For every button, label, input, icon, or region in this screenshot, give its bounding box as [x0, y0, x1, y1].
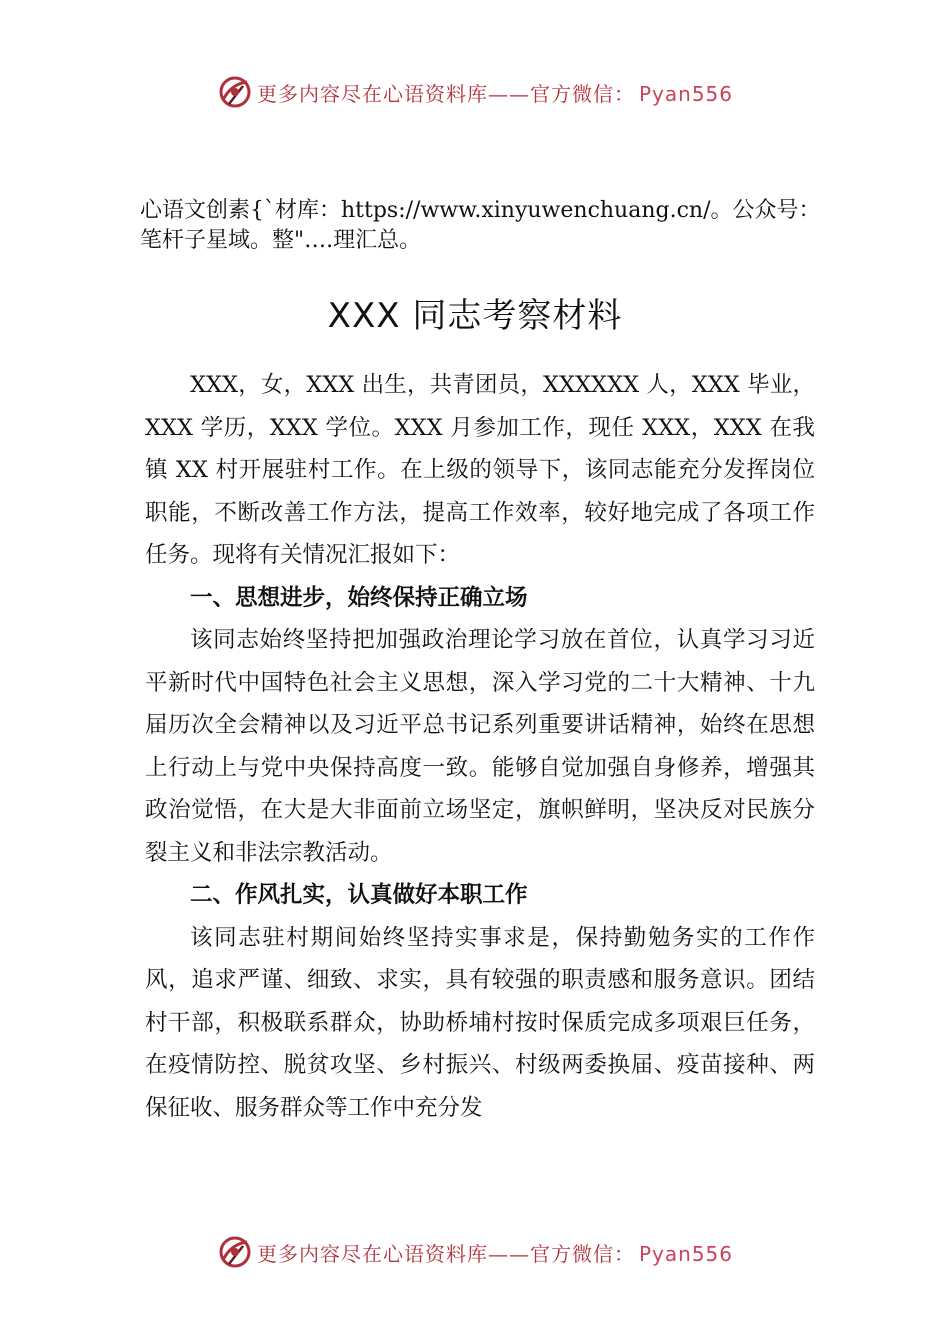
banner-text	[257, 78, 733, 107]
brand-logo-icon	[217, 1234, 253, 1270]
banner-wechat-label: 官方微信：	[529, 1241, 635, 1266]
banner-slogan: 更多内容尽在心语资料库	[256, 81, 488, 106]
banner-wechat-label: 官方微信：	[529, 81, 635, 106]
section-paragraph-2: 该同志驻村期间始终坚持实事求是，保持勤勉务实的工作作风，追求严谨、细致、求实，具有较强的职责感和服务意识。团结村干部，积极联系群众，协助桥埔村按时保质完成多项艰巨任务，在疫情防控、脱贫攻坚、乡村振兴、村级两委换届、疫苗接种、两保征收、服务群众等工作中充分发	[145, 924, 815, 1121]
banner-dash: ——	[487, 81, 530, 106]
section-heading-1: 一、思想进步，始终保持正确立场	[190, 584, 528, 611]
header-watermark-banner	[0, 70, 950, 114]
banner-wechat-id: Pyan556	[638, 1241, 733, 1266]
section-heading-2: 二、作风扎实，认真做好本职工作	[190, 882, 528, 908]
document-body	[145, 364, 815, 1129]
banner-wechat-id: Pyan556	[638, 81, 733, 106]
banner-slogan: 更多内容尽在心语资料库	[256, 1241, 488, 1266]
intro-paragraph: XXX，女，XXX 出生，共青团员，XXXXXX 人，XXX 毕业，XXX 学历，XXX 学位。XXX 月参加工作，现任 XXX，XXX 在我镇 XX 村开展驻村工作。在上级的领导下，该同志能充分发挥岗位职能，不断改善工作方法，提高工作效率，较好地完成了各项工作任务。现将有关情况汇报如下：	[145, 372, 815, 568]
brand-logo-icon	[217, 74, 253, 110]
section-paragraph-1: 该同志始终坚持把加强政治理论学习放在首位，认真学习习近平新时代中国特色社会主义思想，深入学习党的二十大精神、十九届历次全会精神以及习近平总书记系列重要讲话精神，始终在思想上行动上与党中央保持高度一致。能够自觉加强自身修养，增强其政治觉悟，在大是大非面前立场坚定，旗帜鲜明，坚决反对民族分裂主义和非法宗教活动。	[145, 627, 815, 866]
banner-text	[257, 1238, 733, 1267]
source-note: 心语文创素{`材库：https://www.xinyuwenchuang.cn/。公众号：笔杆子星域。整"….理汇总。	[140, 198, 821, 253]
banner-dash: ——	[487, 1241, 530, 1266]
footer-watermark-banner	[0, 1230, 950, 1274]
document-title: XXX 同志考察材料	[327, 296, 623, 336]
